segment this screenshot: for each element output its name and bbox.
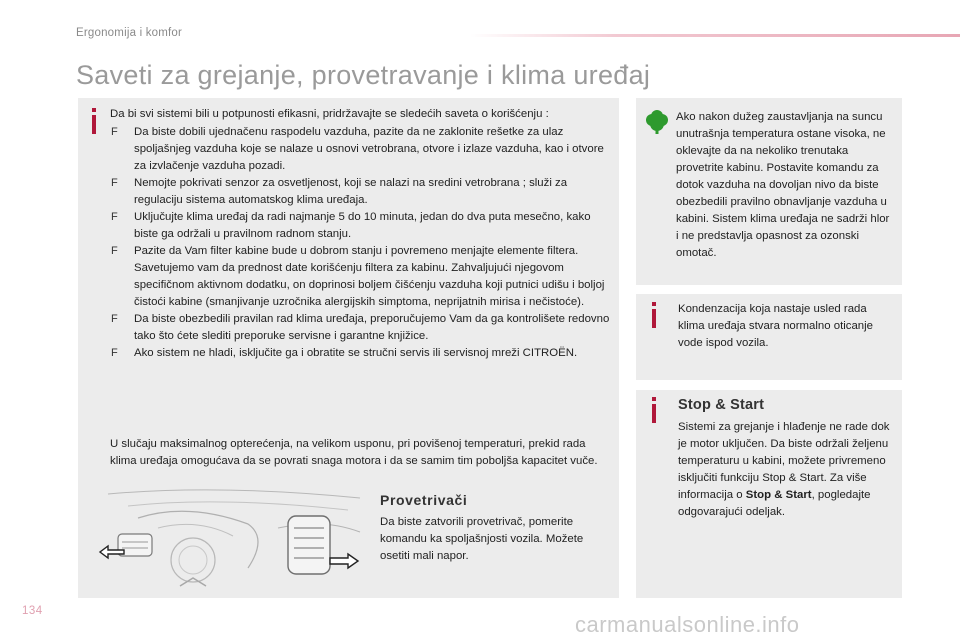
bullet-item	[110, 175, 610, 209]
watermark: carmanualsonline.info	[575, 612, 800, 637]
page-title: Saveti za grejanje, provetravanje i klima uređaj	[76, 60, 651, 90]
header-rule	[470, 34, 960, 37]
stop-start-text-pre: Sistemi za grejanje i hlađenje ne rade dok je motor uključen. Da biste održali željenu temperaturu u kabini, možete privremeno isključiti funkciju Stop & Start. Za više informacija o	[678, 421, 890, 501]
vents-title: Provetrivači	[380, 492, 468, 508]
tips-intro: Da bi svi sistemi bili u potpunosti efikasni, pridržavajte se sledećih saveta o korišćenju :	[110, 108, 549, 120]
eco-note: Ako nakon dužeg zaustavljanja na suncu unutrašnja temperatura ostane visoka, ne oklevajte da na nekoliko trenutaka provetrite kabinu. Postavite komandu za dotok vazduha na dovoljan nivo da biste obezbedili pravilno obnavljanje vazduha u kabini. Sistem klima uređaja ne sadrži hlor i ne predstavlja opasnost za ozonski omotač.	[676, 111, 890, 259]
bullet-item	[110, 124, 610, 175]
bullet-item	[110, 243, 610, 311]
stop-start-text	[678, 419, 892, 521]
bullet-icon: F	[111, 347, 118, 359]
stop-start-text-post: , pogledajte odgovarajući odeljak.	[678, 489, 871, 518]
bullet-text: Da biste dobili ujednačenu raspodelu vazduha, pazite da ne zaklonite rešetke za ulaz spoljašnjeg vazduha koje se nalaze u osnovi vetrobrana, otvore i izlaze vazduha, kao i otvore za izvlačenje vazduha pozadi.	[134, 126, 604, 172]
bullet-icon: F	[111, 211, 118, 223]
stop-start-link-text: Stop & Start	[745, 489, 812, 501]
bullet-text: Nemojte pokrivati senzor za osvetljenost, koji se nalazi na sredini vetrobrana ; služi za regulaciju sistema automatskog klima uređaja.	[134, 177, 568, 206]
bullet-icon: F	[111, 313, 118, 325]
page-number: 134	[22, 605, 43, 617]
bullet-item	[110, 311, 610, 345]
bullet-icon: F	[111, 126, 118, 138]
info-icon	[644, 397, 664, 423]
bullet-text: Da biste obezbedili pravilan rad klima uređaja, preporučujemo Vam da ga kontrolišete redovno tako što ćete slediti preporuke servisne i garantne knjižice.	[134, 313, 610, 342]
tips-bullet-list	[110, 124, 610, 362]
bullet-text: Pazite da Vam filter kabine bude u dobrom stanju i povremeno menjajte elemente filtera.	[134, 245, 579, 257]
bullet-text: Ako sistem ne hladi, isključite ga i obratite se stručni servis ili servisnoj mreži CITROËN.	[134, 347, 578, 359]
condensation-note: Kondenzacija koja nastaje usled rada klima uređaja stvara normalno oticanje vode ispod vozila.	[678, 303, 874, 349]
stop-start-title: Stop & Start	[678, 397, 765, 413]
bullet-icon: F	[111, 177, 118, 189]
filter-note: Savetujemo vam da prednost date korišćenju filtera za kabinu. Zahvaljujući njegovom specifičnom aktivnom dodatku, on doprinosi boljem čišćenju vazduha koji putnici udišu i boljoj čistoći kabine (smanjivanje uzročnika alergijskih simptoma, neprijatnih mirisa i nečistoće).	[134, 262, 605, 308]
section-label: Ergonomija i komfor	[76, 27, 183, 39]
tree-icon	[645, 110, 669, 134]
info-icon	[84, 108, 104, 134]
bullet-item	[110, 209, 610, 243]
vents-text: Da biste zatvorili provetrivač, pomerite komandu ka spoljašnjosti vozila. Možete osetiti mali napor.	[380, 516, 584, 562]
bullet-item	[110, 345, 610, 362]
info-icon	[644, 302, 664, 328]
load-paragraph: U slučaju maksimalnog opterećenja, na velikom usponu, pri povišenoj temperaturi, prekid rada klima uređaja omogućava da se povrati snaga motora i da se samim tim poboljša kapacitet vuče.	[110, 438, 598, 467]
bullet-icon: F	[111, 245, 118, 257]
bullet-text: Uključujte klima uređaj da radi najmanje 5 do 10 minuta, jedan do dva puta mesečno, kako biste ga održali u pravilnom radnom stanju.	[134, 211, 591, 240]
vent-illustration	[98, 488, 368, 598]
